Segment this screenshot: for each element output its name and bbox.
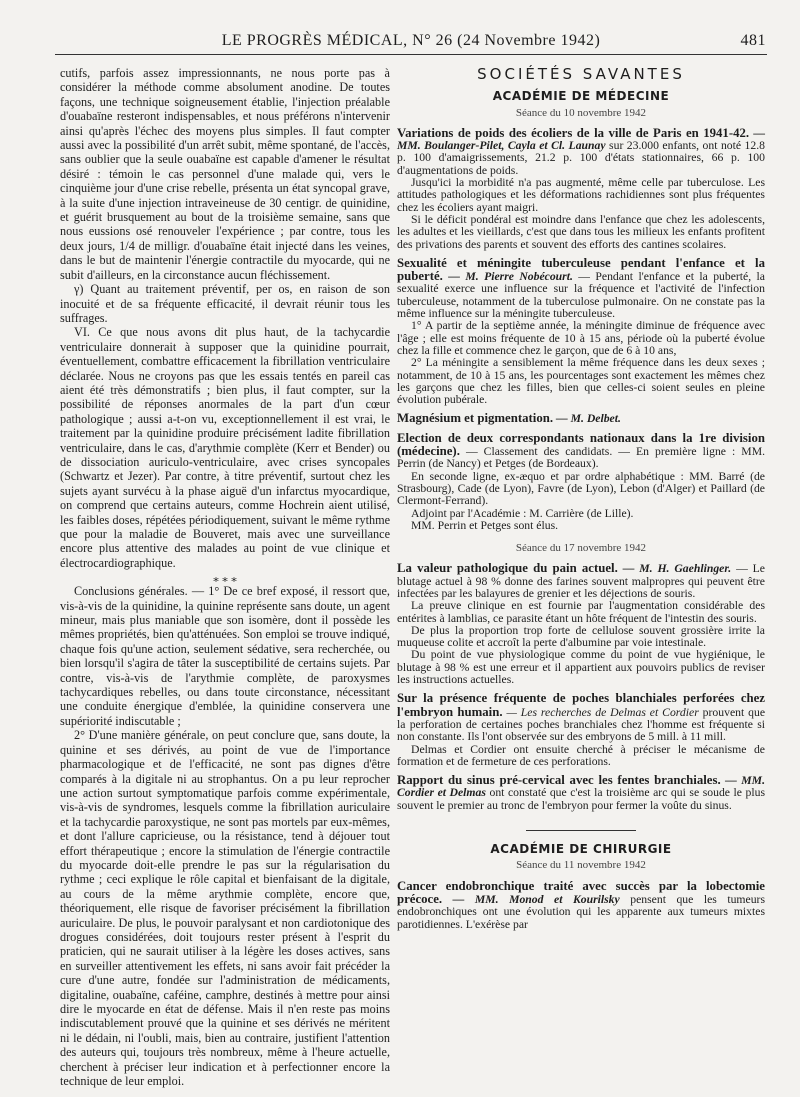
paragraph: En seconde ligne, ex-æquo et par ordre alphabétique : MM. Barré (de Strasbourg), Cade (de Lyon), Favre (de Lyon), Lebon (d'Alger) et Paillard (de Clermont-Ferrand). <box>397 469 765 508</box>
paragraph: γ) Quant au traitement préventif, per os, en raison de son inocuité et de sa fréquente efficacité, il devrait réunir tous les suffrages. <box>60 282 390 325</box>
article-body: — Pendant l'enfance et la puberté, la sexualité exerce une influence sur la fréquence et l'activité de l'infection tuberculeuse, notamment de la tuberculose pulmonaire. On ne constate pas la même influence sur la méningite tuberculeuse. <box>397 270 765 321</box>
article-body: prouvent que la perforation de certaines poches branchiales chez l'homme est fréquente si non constante. Ils l'ont observée sur des embryons de 5 mill. à 11 mill. <box>397 705 766 744</box>
article-title: Magnésium et pigmentation. <box>397 411 554 426</box>
article <box>397 432 765 471</box>
article-authors: — M. Delbet. <box>555 412 621 426</box>
article-body: — Classement des candidats. — En première ligne : MM. Perrin (de Nancy) et Petges (de Bordeaux). <box>397 445 766 471</box>
article-authors: — M. H. Gaehlinger. <box>622 562 732 576</box>
article-body: ont constaté que c'est la troisième arc qui se soude le plus souvent le premier au tronc de l'embryon pour fermer la voûte du sinus. <box>397 786 766 812</box>
article <box>397 127 765 177</box>
article-authors: — M. Pierre Nobécourt. <box>448 270 573 284</box>
article <box>397 562 765 600</box>
paragraph: Jusqu'ici la morbidité n'a pas augmenté, même celle par tuberculose. Les attitudes pathologiques et les déformations rachidiennes sont plus fréquentes chez les écoliers ayant maigri. <box>397 176 765 214</box>
right-column <box>397 66 765 931</box>
paragraph: Delmas et Cordier ont ensuite cherché à préciser le mécanisme de formation et de fermeture de ces perforations. <box>397 742 765 768</box>
article <box>397 412 765 425</box>
left-column <box>60 66 390 1088</box>
paragraph: Du point de vue physiologique comme du point de vue hygiénique, le blutage à 98 % est une erreur et il appartient aux pouvoirs publics de reviser les instructions actuelles. <box>397 648 765 687</box>
article-body: — Le blutage actuel à 98 % donne des farines souvent malpropres qui peuvent être infectées par les balayures de grenier et les déjections de souris. <box>397 562 765 600</box>
paragraph: MM. Perrin et Petges sont élus. <box>411 518 559 532</box>
session-date: Séance du 11 novembre 1942 <box>516 859 646 872</box>
session-date: Séance du 17 novembre 1942 <box>515 542 647 555</box>
article-body: sur 23.000 enfants, ont noté 12.8 p. 100 d'amaigrissements, 21.2 p. 100 d'états stationnaires, 66 p. 100 d'augmentations de poids. <box>397 139 765 177</box>
paragraph: 1° A partir de la septième année, la méningite diminue de fréquence avec l'âge ; elle est moins fréquente de 10 à 15 ans, période où la puberté évolue chez la fille et commence chez le garçon, que de 6 à 10 ans, <box>397 319 765 357</box>
article-title: Variations de poids des écoliers de la ville de Paris en 1941-42. <box>397 125 750 140</box>
paragraph: 2° La méningite a sensiblement la même fréquence dans les deux sexes ; notamment, de 10 à 15 ans, les pourcentages sont exactement les mêmes chez les garçons que chez les filles, bien que celles-ci soient seules en pleine évolution pubérale. <box>397 356 765 407</box>
article-title: Sexualité et méningite tuberculeuse pendant l'enfance et la puberté. <box>397 255 765 284</box>
article-title: La valeur pathologique du pain actuel. <box>397 561 618 576</box>
paragraph: VI. Ce que nous avons dit plus haut, de la tachycardie ventriculaire donnerait à supposer que la quinidine pourrait, éventuellement, combattre efficacement la fibrillation ventriculaire déclarée. Nous ne croyons pas que les essais tentés en pareil cas aient été très démonstratifs ; bien plus, il faut compter, sur la possibilité de réponses anormales de la part d'un cœur pathologique ; aussi a-t-on vu, exceptionnellement il est vrai, le traitement par la quinidine produire précisément ladite fibrillation ventriculaire, dans le cas, d'arythmie complète (Kerr et Bender) ou de dissociation auriculo-ventriculaire, avec crises syncopales (Schwartz et Jezer). Par contre, à titre préventif, surtout chez les sujets ayant survécu à la phase aiguë d'un infarctus myocardique, on comprend que certains auteurs, comme Hochrein aient utilisé, les faibles doses, répétées périodiquement, suivant le même rythme que pour la maladie de Bouveret, mais avec une surveillance encore plus attentive des malades au point de vue clinique et électrocardiographique. <box>60 325 390 570</box>
academy-heading: ACADÉMIE DE MÉDECINE <box>492 89 670 104</box>
article-authors: — MM. Boulanger-Pilet, Cayla et Cl. Launay <box>397 126 765 153</box>
article-authors: — MM. Cordier et Delmas <box>397 774 765 800</box>
paragraph: Conclusions générales. — 1° De ce bref exposé, il ressort que, vis-à-vis de la quinidine, la quinine représente sans doute, un agent mineur, mais plus maniable que son isomère, dont il possède les mêmes propriétés, bien qu'atténuées. Son emploi se trouve indiqué, chaque fois qu'une action, seulement sédative, sera recherchée, ou bien lorsqu'il s'agira de tâter la susceptibilité de certains sujets. Par contre, vis-à-vis de l'arythmie complète, de paroxysmes tachycardiques rebelles, ou dans toute circonstance, nécessitant une conduite énergique d'emblée, la quinidine conservera une supériorité indiscutable ; <box>60 584 390 728</box>
article <box>397 257 765 320</box>
page-number: 481 <box>740 32 766 49</box>
header-rule <box>55 54 767 55</box>
paragraph: La preuve clinique en est fournie par l'augmentation considérable des entérites à lamblias, ce parasite étant un hôte fréquent de l'intestin des souris. <box>397 599 765 625</box>
paragraph: Adjoint par l'Académie : M. Carrière (de Lille). <box>411 506 634 520</box>
article <box>397 774 765 812</box>
paragraph: 2° D'une manière générale, on peut conclure que, sans doute, la quinine et ses dérivés, au point de vue de l'importance pharmacologique et de l'efficacité, ne sont pas dignes d'être comparés à la digitale ni au strophantus. On a pu leur reprocher une action surtout symptomatique parfois comme expérimentale, vis-à-vis de syndromes, lesquels comme la fibrillation auriculaire et la tachycardie paroxystique, ne sont pas mortels par eux-mêmes, et dont l'allure capricieuse, ou la résistance, tend à déjouer tout effort thérapeutique ; encore la stimulation de l'énergie contractile du myocarde doit-elle prendre le pas sur la régularisation du rythme ; ceci explique le rôle capital et bienfaisant de la digitale, au cours de la même arythmie complète, encore que, théoriquement, elle risque de favoriser précisément la fibrillation auriculaire. De plus, le pouvoir paralysant et non cardiotonique des drogues considérées, doit toujours rester présent à l'esprit du praticien, qui ne saurait utiliser à la légère les doses actives, sans en surveiller attentivement les effets, ni sans avoir fait précéder la cure d'une autre, fondée sur l'administration de médicaments, digitaline, ouabaïne, caféine, camphre, destinés à mettre pour ainsi dire le myocarde en état de défense. Mais il n'en reste pas moins indiscutablement prouvé que la quinine et ses dérivés ne méritent ni le dédain, ni l'oubli, mais, bien au contraire, justifient l'attention des auteurs qui, toujours très nombreux, même à l'heure actuelle, cherchent à préciser leur indication et à perfectionner encore la technique de leur emploi. <box>60 728 390 1089</box>
session-date: Séance du 10 novembre 1942 <box>515 106 647 119</box>
article-title: Cancer endobronchique traité avec succès par la lobectomie précoce. <box>397 878 765 906</box>
paragraph: De plus la proportion trop forte de cellulose souvent grossière irrite la muqueuse colite et accroît la perte d'albumine par voie intestinale. <box>397 623 765 650</box>
paragraph: Si le déficit pondéral est moindre dans l'enfance que chez les adolescents, les adultes et les vieillards, c'est que dans tous les milieux les enfants profitent des privations des parents et souvent des efforts des cantines scolaires. <box>397 212 765 251</box>
section-divider <box>526 830 636 831</box>
article-authors: — Les recherches de Delmas et Cordier <box>506 705 699 719</box>
section-separator-stars: ⁎ ⁎ ⁎ <box>213 571 237 586</box>
page-header <box>56 30 766 52</box>
journal-title: LE PROGRÈS MÉDICAL, N° 26 (24 Novembre 1942) <box>221 32 601 49</box>
academy-heading: ACADÉMIE DE CHIRURGIE <box>490 842 672 857</box>
article-title: Election de deux correspondants nationaux dans la 1re division (médecine). <box>397 430 765 459</box>
article <box>397 692 765 743</box>
section-title: SOCIÉTÉS SAVANTES <box>477 65 685 83</box>
paragraph: cutifs, parfois assez impressionnants, ne nous porte pas à considérer la méthode comme absolument anodine. De toutes façons, une technique soigneusement établie, l'injection préalable d'ouabaïne resteront indispensables, et nous préférons n'intervenir ainsi qu'après l'échec des moyens plus simples. Il faut compter aussi avec la possibilité d'un arrêt subit, même spontané, de l'accès, sans oublier que la seule ouabaïne est capable d'amener le résultat désiré : témoin le cas personnel d'une malade qui, vers le cinquième jour d'une crise rebelle, présenta un état syncopal grave, à la suite d'une injection intraveineuse de 30 centigr. de quinidine, et guérit brusquement au bout de la troisième semaine, sans que nous eussions osé renouveler l'expérience ; par contre, tous les deux jours, 1/4 de milligr. d'ouabaïne était injecté dans les veines, dans le but de maintenir l'énergie contractile du myocarde, qui ne subit d'ailleurs, en la circonstance aucun fléchissement. <box>60 66 390 282</box>
article <box>397 880 765 931</box>
article-body: pensent que les tumeurs endobronchiques ont une évolution qui les apparente aux tumeurs mixtes parotidiennes. L'exérèse par <box>397 892 765 931</box>
article-title: Sur la présence fréquente de poches blanchiales perforées chez l'embryon humain. <box>397 691 765 719</box>
article-title: Rapport du sinus pré-cervical avec les fentes branchiales. <box>397 773 721 788</box>
article-authors: — MM. Monod et Kourilsky <box>452 892 620 906</box>
